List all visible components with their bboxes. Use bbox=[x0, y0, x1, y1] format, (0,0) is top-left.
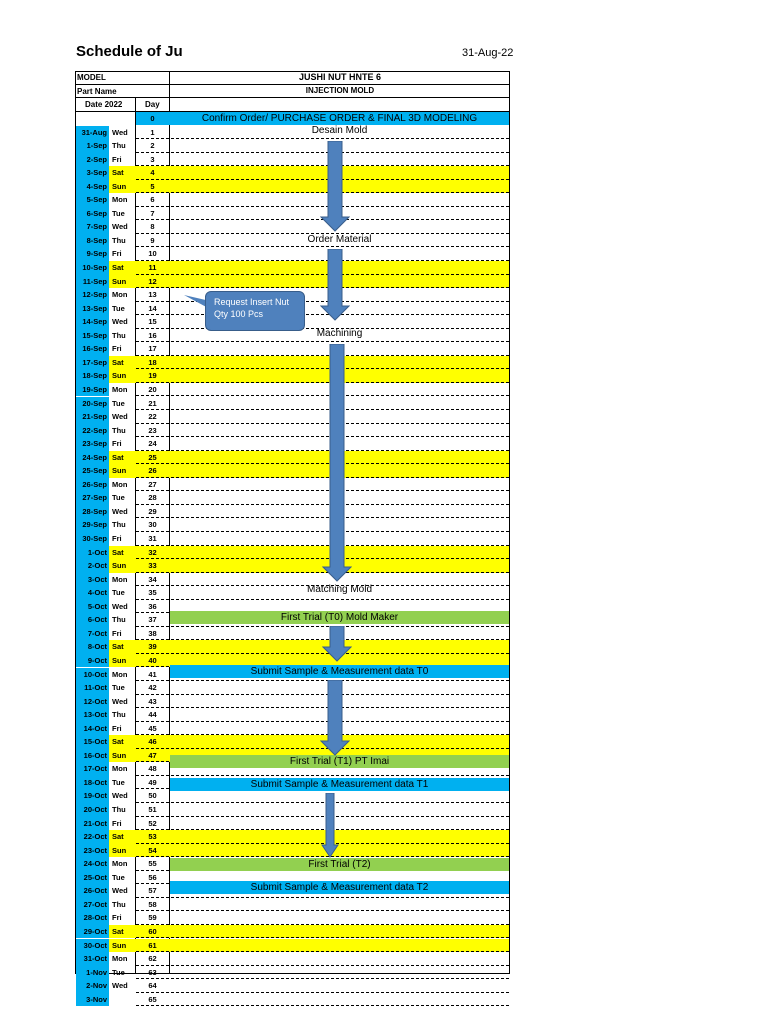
row-date: 27-Oct bbox=[76, 898, 109, 912]
arrow-down-icon bbox=[322, 626, 352, 662]
row-weekday: Sun bbox=[112, 371, 127, 381]
row-day-number: 37 bbox=[148, 615, 157, 625]
row-date: 2-Oct bbox=[76, 559, 109, 573]
table-row bbox=[76, 207, 509, 221]
row-weekday: Sat bbox=[112, 547, 124, 557]
row-date: 8-Sep bbox=[76, 234, 109, 248]
table-row bbox=[76, 979, 509, 993]
order-material-label: Order Material bbox=[307, 234, 372, 245]
table-row bbox=[76, 925, 509, 939]
row-day-number: 54 bbox=[148, 845, 157, 855]
row-day-number: 32 bbox=[148, 547, 157, 557]
row-date: 15-Sep bbox=[76, 329, 109, 343]
row-day-number: 2 bbox=[150, 141, 155, 151]
arrow-down-icon bbox=[320, 249, 350, 321]
row-date: 4-Sep bbox=[76, 180, 109, 194]
row-date: 11-Oct bbox=[76, 681, 109, 695]
row-date: 19-Oct bbox=[76, 789, 109, 803]
table-row bbox=[76, 789, 509, 803]
row-date: 22-Oct bbox=[76, 830, 109, 844]
table-row bbox=[76, 993, 509, 1007]
column-header-row bbox=[75, 98, 510, 112]
row-weekday: Fri bbox=[112, 249, 122, 259]
row-date: 25-Sep bbox=[76, 464, 109, 478]
row-weekday: Mon bbox=[112, 384, 128, 394]
row-date: 1-Nov bbox=[76, 966, 109, 980]
table-row bbox=[76, 844, 509, 858]
part-row bbox=[75, 85, 510, 98]
row-weekday: Sat bbox=[112, 642, 124, 652]
row-day-number: 46 bbox=[148, 737, 157, 747]
row-weekday: Wed bbox=[112, 696, 128, 706]
row-weekday: Sun bbox=[112, 561, 127, 571]
row-weekday: Mon bbox=[112, 574, 128, 584]
row-day-number: 15 bbox=[148, 317, 157, 327]
page-title: Schedule of Ju bbox=[76, 43, 183, 60]
table-row bbox=[76, 695, 509, 709]
callout-line-2: Qty 100 Pcs bbox=[214, 309, 264, 319]
row-date: 1-Oct bbox=[76, 546, 109, 560]
row-day-number: 6 bbox=[150, 195, 155, 205]
row-weekday: Thu bbox=[112, 330, 126, 340]
row-day-number: 12 bbox=[148, 276, 157, 286]
row-day-number: 25 bbox=[148, 452, 157, 462]
row-weekday: Wed bbox=[112, 412, 128, 422]
row-weekday: Sat bbox=[112, 452, 124, 462]
row-day-number: 16 bbox=[148, 330, 157, 340]
date-column-header: Date 2022 bbox=[85, 100, 123, 109]
row-date: 6-Sep bbox=[76, 207, 109, 221]
row-day-number: 42 bbox=[148, 683, 157, 693]
table-row bbox=[76, 532, 509, 546]
row-day-number: 56 bbox=[148, 872, 157, 882]
table-row bbox=[76, 275, 509, 289]
row-date: 13-Oct bbox=[76, 708, 109, 722]
row-weekday: Mon bbox=[112, 195, 128, 205]
row-date: 3-Sep bbox=[76, 166, 109, 180]
row-weekday: Fri bbox=[112, 818, 122, 828]
row-date: 9-Sep bbox=[76, 247, 109, 261]
row-day-number: 45 bbox=[148, 723, 157, 733]
row-weekday: Thu bbox=[112, 710, 126, 720]
row-weekday: Thu bbox=[112, 141, 126, 151]
table-row bbox=[76, 546, 509, 560]
row-date: 20-Oct bbox=[76, 803, 109, 817]
row-date: 16-Sep bbox=[76, 342, 109, 356]
row-weekday: Fri bbox=[112, 154, 122, 164]
row-weekday: Fri bbox=[112, 344, 122, 354]
row-day-number: 58 bbox=[148, 899, 157, 909]
desain-mold-label: Desain Mold bbox=[311, 125, 368, 136]
row-date: 9-Oct bbox=[76, 654, 109, 668]
table-row bbox=[76, 166, 509, 180]
day-column-header: Day bbox=[145, 100, 160, 109]
row-date: 14-Sep bbox=[76, 315, 109, 329]
row-date: 26-Sep bbox=[76, 478, 109, 492]
table-row bbox=[76, 803, 509, 817]
row-weekday bbox=[110, 993, 135, 1007]
row-weekday: Tue bbox=[112, 777, 125, 787]
row-weekday: Wed bbox=[112, 791, 128, 801]
row-weekday: Tue bbox=[112, 683, 125, 693]
table-row bbox=[76, 722, 509, 736]
row-weekday: Thu bbox=[112, 615, 126, 625]
table-row bbox=[76, 464, 509, 478]
row-weekday: Sun bbox=[112, 466, 127, 476]
row-date: 21-Oct bbox=[76, 817, 109, 831]
row-divider bbox=[136, 1005, 509, 1006]
table-row bbox=[76, 735, 509, 749]
table-row bbox=[76, 451, 509, 465]
arrow-down-icon bbox=[320, 141, 350, 232]
row-date: 28-Oct bbox=[76, 911, 109, 925]
row-weekday: Tue bbox=[112, 967, 125, 977]
first-trial-t0-bar: First Trial (T0) Mold Maker bbox=[170, 611, 509, 624]
row-date: 22-Sep bbox=[76, 424, 109, 438]
machining-label: Machining bbox=[316, 328, 363, 339]
row-date: 11-Sep bbox=[76, 275, 109, 289]
row-date: 12-Sep bbox=[76, 288, 109, 302]
row-date: 27-Sep bbox=[76, 491, 109, 505]
row-date: 12-Oct bbox=[76, 695, 109, 709]
row-day-number: 49 bbox=[148, 777, 157, 787]
table-row bbox=[76, 640, 509, 654]
row-date: 28-Sep bbox=[76, 505, 109, 519]
row-day-number: 59 bbox=[148, 913, 157, 923]
row-date: 7-Oct bbox=[76, 627, 109, 641]
table-row bbox=[76, 193, 509, 207]
row-date: 31-Oct bbox=[76, 952, 109, 966]
row-day-number: 34 bbox=[148, 574, 157, 584]
row-weekday: Sun bbox=[112, 940, 127, 950]
row-date: 17-Sep bbox=[76, 356, 109, 370]
row-date: 31-Aug bbox=[76, 126, 109, 140]
table-row bbox=[76, 424, 509, 438]
row-weekday: Mon bbox=[112, 764, 128, 774]
row-day-number: 61 bbox=[148, 940, 157, 950]
row-date: 26-Oct bbox=[76, 884, 109, 898]
row-day-number: 18 bbox=[148, 357, 157, 367]
row-day-number: 38 bbox=[148, 628, 157, 638]
row-date: 8-Oct bbox=[76, 640, 109, 654]
row-weekday: Sat bbox=[112, 926, 124, 936]
row-day-number: 36 bbox=[148, 601, 157, 611]
row-day-number: 39 bbox=[148, 642, 157, 652]
row-day-number: 13 bbox=[148, 290, 157, 300]
row-day-number: 19 bbox=[148, 371, 157, 381]
table-row bbox=[76, 966, 509, 980]
confirm-order-label: Confirm Order/ PURCHASE ORDER & FINAL 3D MODELING bbox=[201, 113, 478, 124]
row-day-number: 41 bbox=[148, 669, 157, 679]
day-zero-number: 0 bbox=[150, 114, 155, 123]
row-weekday: Sun bbox=[112, 655, 127, 665]
table-row bbox=[76, 478, 509, 492]
arrow-down-icon bbox=[322, 344, 352, 582]
row-weekday: Mon bbox=[112, 669, 128, 679]
row-day-number: 10 bbox=[148, 249, 157, 259]
row-day-number: 26 bbox=[148, 466, 157, 476]
row-day-number: 53 bbox=[148, 832, 157, 842]
row-weekday: Wed bbox=[112, 222, 128, 232]
row-date: 25-Oct bbox=[76, 871, 109, 885]
row-weekday: Sat bbox=[112, 737, 124, 747]
table-row bbox=[76, 139, 509, 153]
part-label: Part Name bbox=[77, 87, 117, 96]
submit-t0-bar: Submit Sample & Measurement data T0 bbox=[170, 665, 509, 678]
row-day-number: 35 bbox=[148, 588, 157, 598]
row-day-number: 62 bbox=[148, 954, 157, 964]
table-row bbox=[76, 153, 509, 167]
row-day-number: 51 bbox=[148, 805, 157, 814]
table-row bbox=[76, 518, 509, 532]
row-weekday: Fri bbox=[112, 628, 122, 638]
row-weekday: Tue bbox=[112, 872, 125, 882]
row-date: 23-Oct bbox=[76, 844, 109, 858]
row-date: 4-Oct bbox=[76, 586, 109, 600]
table-row bbox=[76, 911, 509, 925]
first-trial-t2-bar: First Trial (T2) bbox=[170, 858, 509, 871]
row-date: 7-Sep bbox=[76, 220, 109, 234]
table-row bbox=[76, 356, 509, 370]
row-date: 10-Sep bbox=[76, 261, 109, 275]
row-weekday: Sun bbox=[112, 181, 127, 191]
row-day-number: 52 bbox=[148, 818, 157, 828]
arrow-down-icon bbox=[320, 680, 350, 756]
row-weekday: Mon bbox=[112, 290, 128, 300]
row-weekday: Tue bbox=[112, 493, 125, 503]
model-label: MODEL bbox=[77, 73, 106, 82]
first-trial-t1-bar: First Trial (T1) PT Imai bbox=[170, 755, 509, 768]
row-weekday: Sat bbox=[112, 357, 124, 367]
header-date: 31-Aug-22 bbox=[462, 47, 514, 59]
row-weekday: Sat bbox=[112, 263, 124, 272]
row-date: 30-Oct bbox=[76, 939, 109, 953]
row-date: 24-Oct bbox=[76, 857, 109, 871]
table-row bbox=[76, 383, 509, 397]
row-day-number: 31 bbox=[148, 534, 157, 543]
day-zero-row bbox=[136, 112, 509, 125]
table-row bbox=[76, 180, 509, 194]
table-row bbox=[76, 559, 509, 573]
row-day-number: 17 bbox=[148, 344, 157, 354]
row-date: 23-Sep bbox=[76, 437, 109, 451]
row-date: 19-Sep bbox=[76, 383, 109, 397]
row-weekday: Sun bbox=[112, 750, 127, 760]
row-weekday: Thu bbox=[112, 235, 126, 245]
row-weekday: Wed bbox=[112, 127, 128, 137]
row-date: 3-Oct bbox=[76, 573, 109, 587]
table-row bbox=[76, 247, 509, 261]
row-weekday: Mon bbox=[112, 859, 128, 869]
row-date: 20-Sep bbox=[76, 397, 109, 411]
row-day-number: 44 bbox=[148, 710, 157, 720]
row-day-number: 8 bbox=[150, 222, 155, 232]
row-weekday: Fri bbox=[112, 439, 122, 449]
row-date: 10-Oct bbox=[76, 668, 109, 682]
row-date: 18-Sep bbox=[76, 369, 109, 383]
row-day-number: 50 bbox=[148, 791, 157, 801]
row-date: 13-Sep bbox=[76, 302, 109, 316]
model-value: JUSHI NUT HNTE 6 bbox=[298, 72, 381, 82]
row-date: 29-Sep bbox=[76, 518, 109, 532]
matching-mold-label: Matching Mold bbox=[306, 584, 373, 595]
row-weekday: Mon bbox=[112, 479, 128, 489]
row-day-number: 14 bbox=[148, 303, 157, 313]
row-weekday: Sat bbox=[112, 168, 124, 178]
row-day-number: 63 bbox=[148, 967, 157, 977]
table-row bbox=[76, 261, 509, 275]
row-weekday: Fri bbox=[112, 723, 122, 733]
row-date: 5-Sep bbox=[76, 193, 109, 207]
arrow-down-icon bbox=[321, 793, 339, 858]
table-row bbox=[76, 437, 509, 451]
table-row bbox=[76, 397, 509, 411]
table-row bbox=[76, 898, 509, 912]
row-weekday: Wed bbox=[112, 601, 128, 611]
row-day-number: 4 bbox=[150, 168, 155, 178]
row-date: 14-Oct bbox=[76, 722, 109, 736]
row-weekday: Tue bbox=[112, 588, 125, 598]
row-date: 6-Oct bbox=[76, 613, 109, 627]
row-day-number: 5 bbox=[150, 181, 155, 191]
row-date: 1-Sep bbox=[76, 139, 109, 153]
callout-line-1: Request Insert Nut bbox=[214, 297, 290, 307]
row-date: 15-Oct bbox=[76, 735, 109, 749]
insert-nut-callout bbox=[205, 291, 305, 331]
row-date: 17-Oct bbox=[76, 762, 109, 776]
row-day-number: 20 bbox=[148, 384, 157, 394]
row-day-number: 43 bbox=[148, 696, 157, 706]
row-day-number: 57 bbox=[148, 886, 157, 896]
row-day-number: 30 bbox=[148, 520, 157, 530]
table-row bbox=[76, 369, 509, 383]
row-day-number: 28 bbox=[148, 493, 157, 503]
row-weekday: Thu bbox=[112, 805, 126, 814]
row-day-number: 64 bbox=[148, 981, 157, 991]
row-day-number: 9 bbox=[150, 235, 155, 245]
row-day-number: 29 bbox=[148, 506, 157, 516]
row-weekday: Wed bbox=[112, 981, 128, 991]
row-day-number: 33 bbox=[148, 561, 157, 571]
row-day-number: 1 bbox=[150, 127, 155, 137]
row-weekday: Sun bbox=[112, 276, 127, 286]
row-weekday: Thu bbox=[112, 425, 126, 435]
row-date: 2-Sep bbox=[76, 153, 109, 167]
submit-t1-bar: Submit Sample & Measurement data T1 bbox=[170, 778, 509, 791]
row-date: 3-Nov bbox=[76, 993, 109, 1007]
table-row bbox=[76, 342, 509, 356]
row-date: 30-Sep bbox=[76, 532, 109, 546]
row-day-number: 11 bbox=[148, 263, 157, 272]
row-date: 5-Oct bbox=[76, 600, 109, 614]
table-row bbox=[76, 491, 509, 505]
row-day-number: 24 bbox=[148, 439, 157, 449]
submit-t2-bar: Submit Sample & Measurement data T2 bbox=[170, 881, 509, 894]
table-row bbox=[76, 939, 509, 953]
row-day-number: 3 bbox=[150, 154, 155, 164]
row-weekday: Tue bbox=[112, 398, 125, 408]
row-day-number: 48 bbox=[148, 764, 157, 774]
row-day-number: 65 bbox=[148, 994, 157, 1004]
part-value: INJECTION MOLD bbox=[305, 86, 375, 95]
row-date: 16-Oct bbox=[76, 749, 109, 763]
row-date: 29-Oct bbox=[76, 925, 109, 939]
table-row bbox=[76, 505, 509, 519]
row-weekday: Mon bbox=[112, 954, 128, 964]
row-weekday: Sun bbox=[112, 845, 127, 855]
row-day-number: 40 bbox=[148, 655, 157, 665]
row-weekday: Wed bbox=[112, 506, 128, 516]
row-weekday: Tue bbox=[112, 303, 125, 313]
table-row bbox=[76, 410, 509, 424]
row-weekday: Sat bbox=[112, 832, 124, 842]
row-day-number: 21 bbox=[148, 398, 157, 408]
row-weekday: Fri bbox=[112, 534, 122, 543]
table-row bbox=[76, 708, 509, 722]
row-day-number: 7 bbox=[150, 208, 155, 218]
table-row bbox=[76, 681, 509, 695]
table-row bbox=[76, 952, 509, 966]
table-row bbox=[76, 627, 509, 641]
row-weekday: Thu bbox=[112, 520, 126, 530]
row-date: 24-Sep bbox=[76, 451, 109, 465]
table-row bbox=[76, 220, 509, 234]
row-date: 21-Sep bbox=[76, 410, 109, 424]
model-row bbox=[75, 71, 510, 85]
row-day-number: 23 bbox=[148, 425, 157, 435]
row-weekday: Wed bbox=[112, 886, 128, 896]
row-day-number: 55 bbox=[148, 859, 157, 869]
row-day-number: 22 bbox=[148, 412, 157, 422]
row-weekday: Fri bbox=[112, 913, 122, 923]
table-row bbox=[76, 830, 509, 844]
row-weekday: Tue bbox=[112, 208, 125, 218]
row-day-number: 47 bbox=[148, 750, 157, 760]
table-row bbox=[76, 817, 509, 831]
row-day-number: 27 bbox=[148, 479, 157, 489]
row-date: 18-Oct bbox=[76, 776, 109, 790]
row-weekday: Wed bbox=[112, 317, 128, 327]
row-day-number: 60 bbox=[148, 926, 157, 936]
row-weekday: Thu bbox=[112, 899, 126, 909]
row-date: 2-Nov bbox=[76, 979, 109, 993]
